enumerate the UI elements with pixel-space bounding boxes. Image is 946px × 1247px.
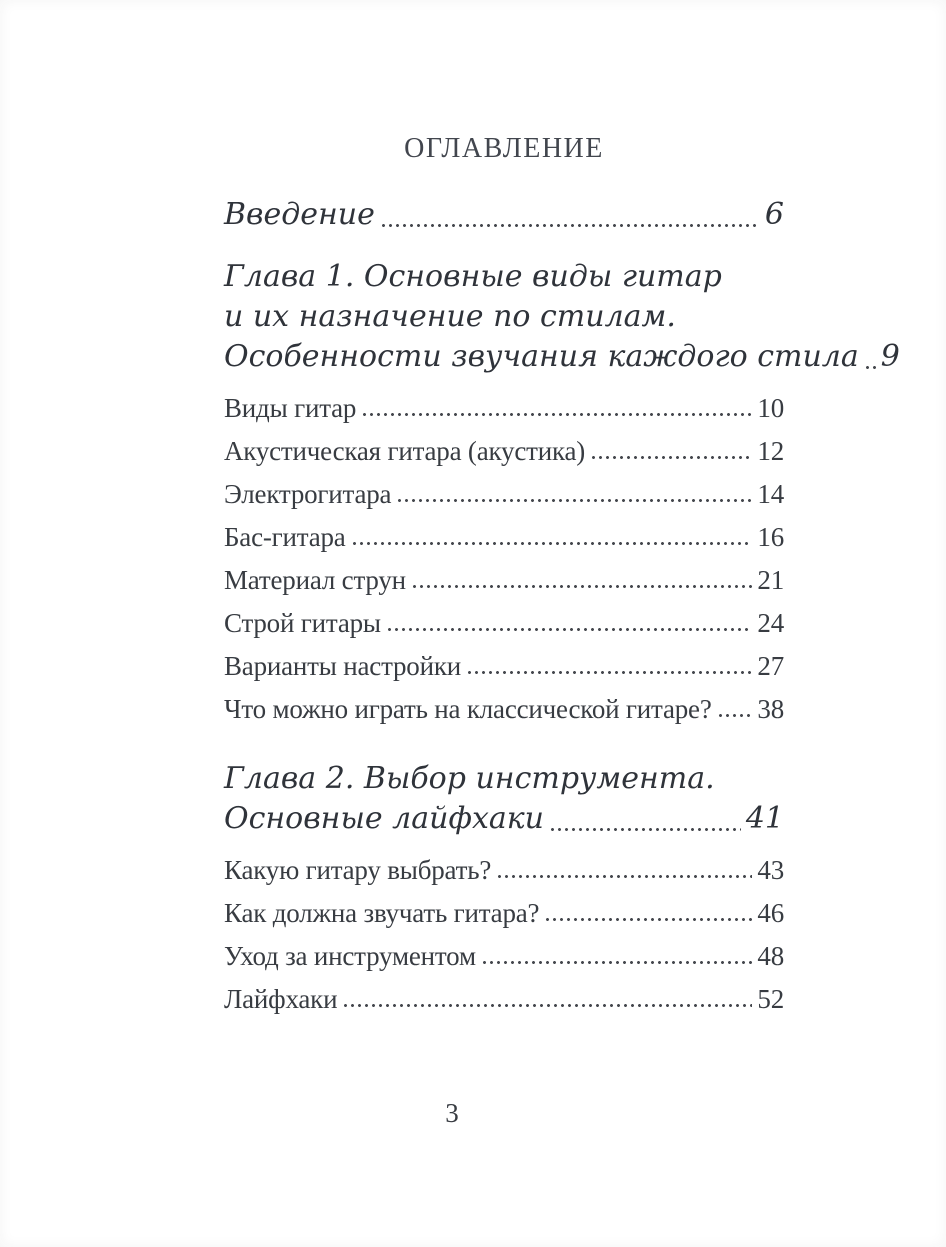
toc-entry-line: Глава 1. Основные виды гитар xyxy=(224,259,722,294)
toc-entry xyxy=(224,652,784,680)
toc-entry-row xyxy=(224,523,784,551)
toc-entry-row xyxy=(224,985,784,1013)
toc-entry-label: Что можно играть на классической гитаре? xyxy=(224,694,712,724)
toc-entry xyxy=(224,480,784,508)
toc-entry-label: Виды гитар xyxy=(224,393,357,423)
toc-page-number: 52 xyxy=(757,984,784,1014)
toc-list xyxy=(224,195,900,1014)
toc-page-number: 10 xyxy=(757,393,784,423)
toc-entry-line: Глава 2. Выбор инструмента. xyxy=(224,761,715,796)
dot-leader xyxy=(717,714,753,717)
toc-entry-label: Особенности звучания каждого стила xyxy=(224,339,859,374)
dot-leader xyxy=(496,875,752,878)
toc-entry xyxy=(224,523,784,551)
dot-leader xyxy=(351,542,753,545)
dot-leader xyxy=(481,961,753,964)
toc-page-number: 38 xyxy=(757,694,784,724)
toc-entry-row xyxy=(224,480,784,508)
toc-entry-row xyxy=(224,856,784,884)
dot-leader xyxy=(411,585,753,588)
dot-leader xyxy=(361,413,752,416)
toc-entry-label: Введение xyxy=(224,197,375,232)
toc-entry-row xyxy=(224,195,784,235)
toc-entry-label: Основные лайфхаки xyxy=(224,801,544,836)
toc-entry-row xyxy=(224,566,784,594)
toc-entry xyxy=(224,899,784,927)
toc-page-number: 24 xyxy=(757,608,784,638)
toc-entry-label: Лайфхаки xyxy=(224,984,338,1014)
toc-entry-row xyxy=(224,695,784,723)
toc-page-number: 16 xyxy=(757,522,784,552)
page-number: 3 xyxy=(445,1098,459,1128)
toc-page-number: 12 xyxy=(757,436,784,466)
toc-page-number: 43 xyxy=(757,855,784,885)
toc-entry xyxy=(224,695,784,723)
toc-entry-label: Акустическая гитара (акустика) xyxy=(224,436,586,466)
toc-page-number: 21 xyxy=(757,565,784,595)
toc-title: ОГЛАВЛЕНИЕ xyxy=(404,133,604,164)
dot-leader xyxy=(342,1004,752,1007)
toc-entry-row xyxy=(224,899,784,927)
toc-page-number: 48 xyxy=(757,941,784,971)
toc-entry-row xyxy=(224,394,784,422)
toc-entry xyxy=(224,985,784,1013)
dot-leader xyxy=(544,918,752,921)
dot-leader xyxy=(380,224,760,227)
toc-page-number: 9 xyxy=(880,339,900,374)
toc-entry xyxy=(224,942,784,970)
toc-entry-label: Как должна звучать гитара? xyxy=(224,898,540,928)
toc-entry-row xyxy=(224,337,900,377)
toc-page-number: 46 xyxy=(757,898,784,928)
toc-entry-row xyxy=(224,652,784,680)
toc-page-number: 6 xyxy=(764,197,784,232)
toc-entry-row xyxy=(224,799,784,839)
toc-page-number: 14 xyxy=(757,479,784,509)
toc-entry-label: Бас-гитара xyxy=(224,522,346,552)
toc-entry-label: Уход за инструментом xyxy=(224,941,476,971)
toc-entry xyxy=(224,257,900,377)
toc-entry xyxy=(224,759,784,839)
toc-entry xyxy=(224,394,784,422)
dot-leader xyxy=(396,499,752,502)
toc-page-number: 27 xyxy=(757,651,784,681)
toc-entry xyxy=(224,856,784,884)
dot-leader xyxy=(590,456,752,459)
toc-entry-label: Строй гитары xyxy=(224,608,381,638)
toc-entry-label: Электрогитара xyxy=(224,479,392,509)
toc-entry-row xyxy=(224,437,784,465)
toc-entry-label: Какую гитару выбрать? xyxy=(224,855,492,885)
toc-entry-label: Варианты настройки xyxy=(224,651,462,681)
dot-leader xyxy=(549,828,741,831)
toc-entry-label: Материал струн xyxy=(224,565,406,595)
toc-page-number: 41 xyxy=(745,801,784,836)
toc-entry xyxy=(224,566,784,594)
toc-entry xyxy=(224,609,784,637)
toc-entry xyxy=(224,195,784,235)
dot-leader xyxy=(466,671,752,674)
toc-content xyxy=(224,0,900,1014)
dot-leader xyxy=(386,628,753,631)
toc-entry-row xyxy=(224,609,784,637)
toc-entry xyxy=(224,437,784,465)
dot-leader xyxy=(864,366,876,369)
toc-entry-row xyxy=(224,942,784,970)
toc-entry-line: и их назначение по стилам. xyxy=(224,299,676,334)
